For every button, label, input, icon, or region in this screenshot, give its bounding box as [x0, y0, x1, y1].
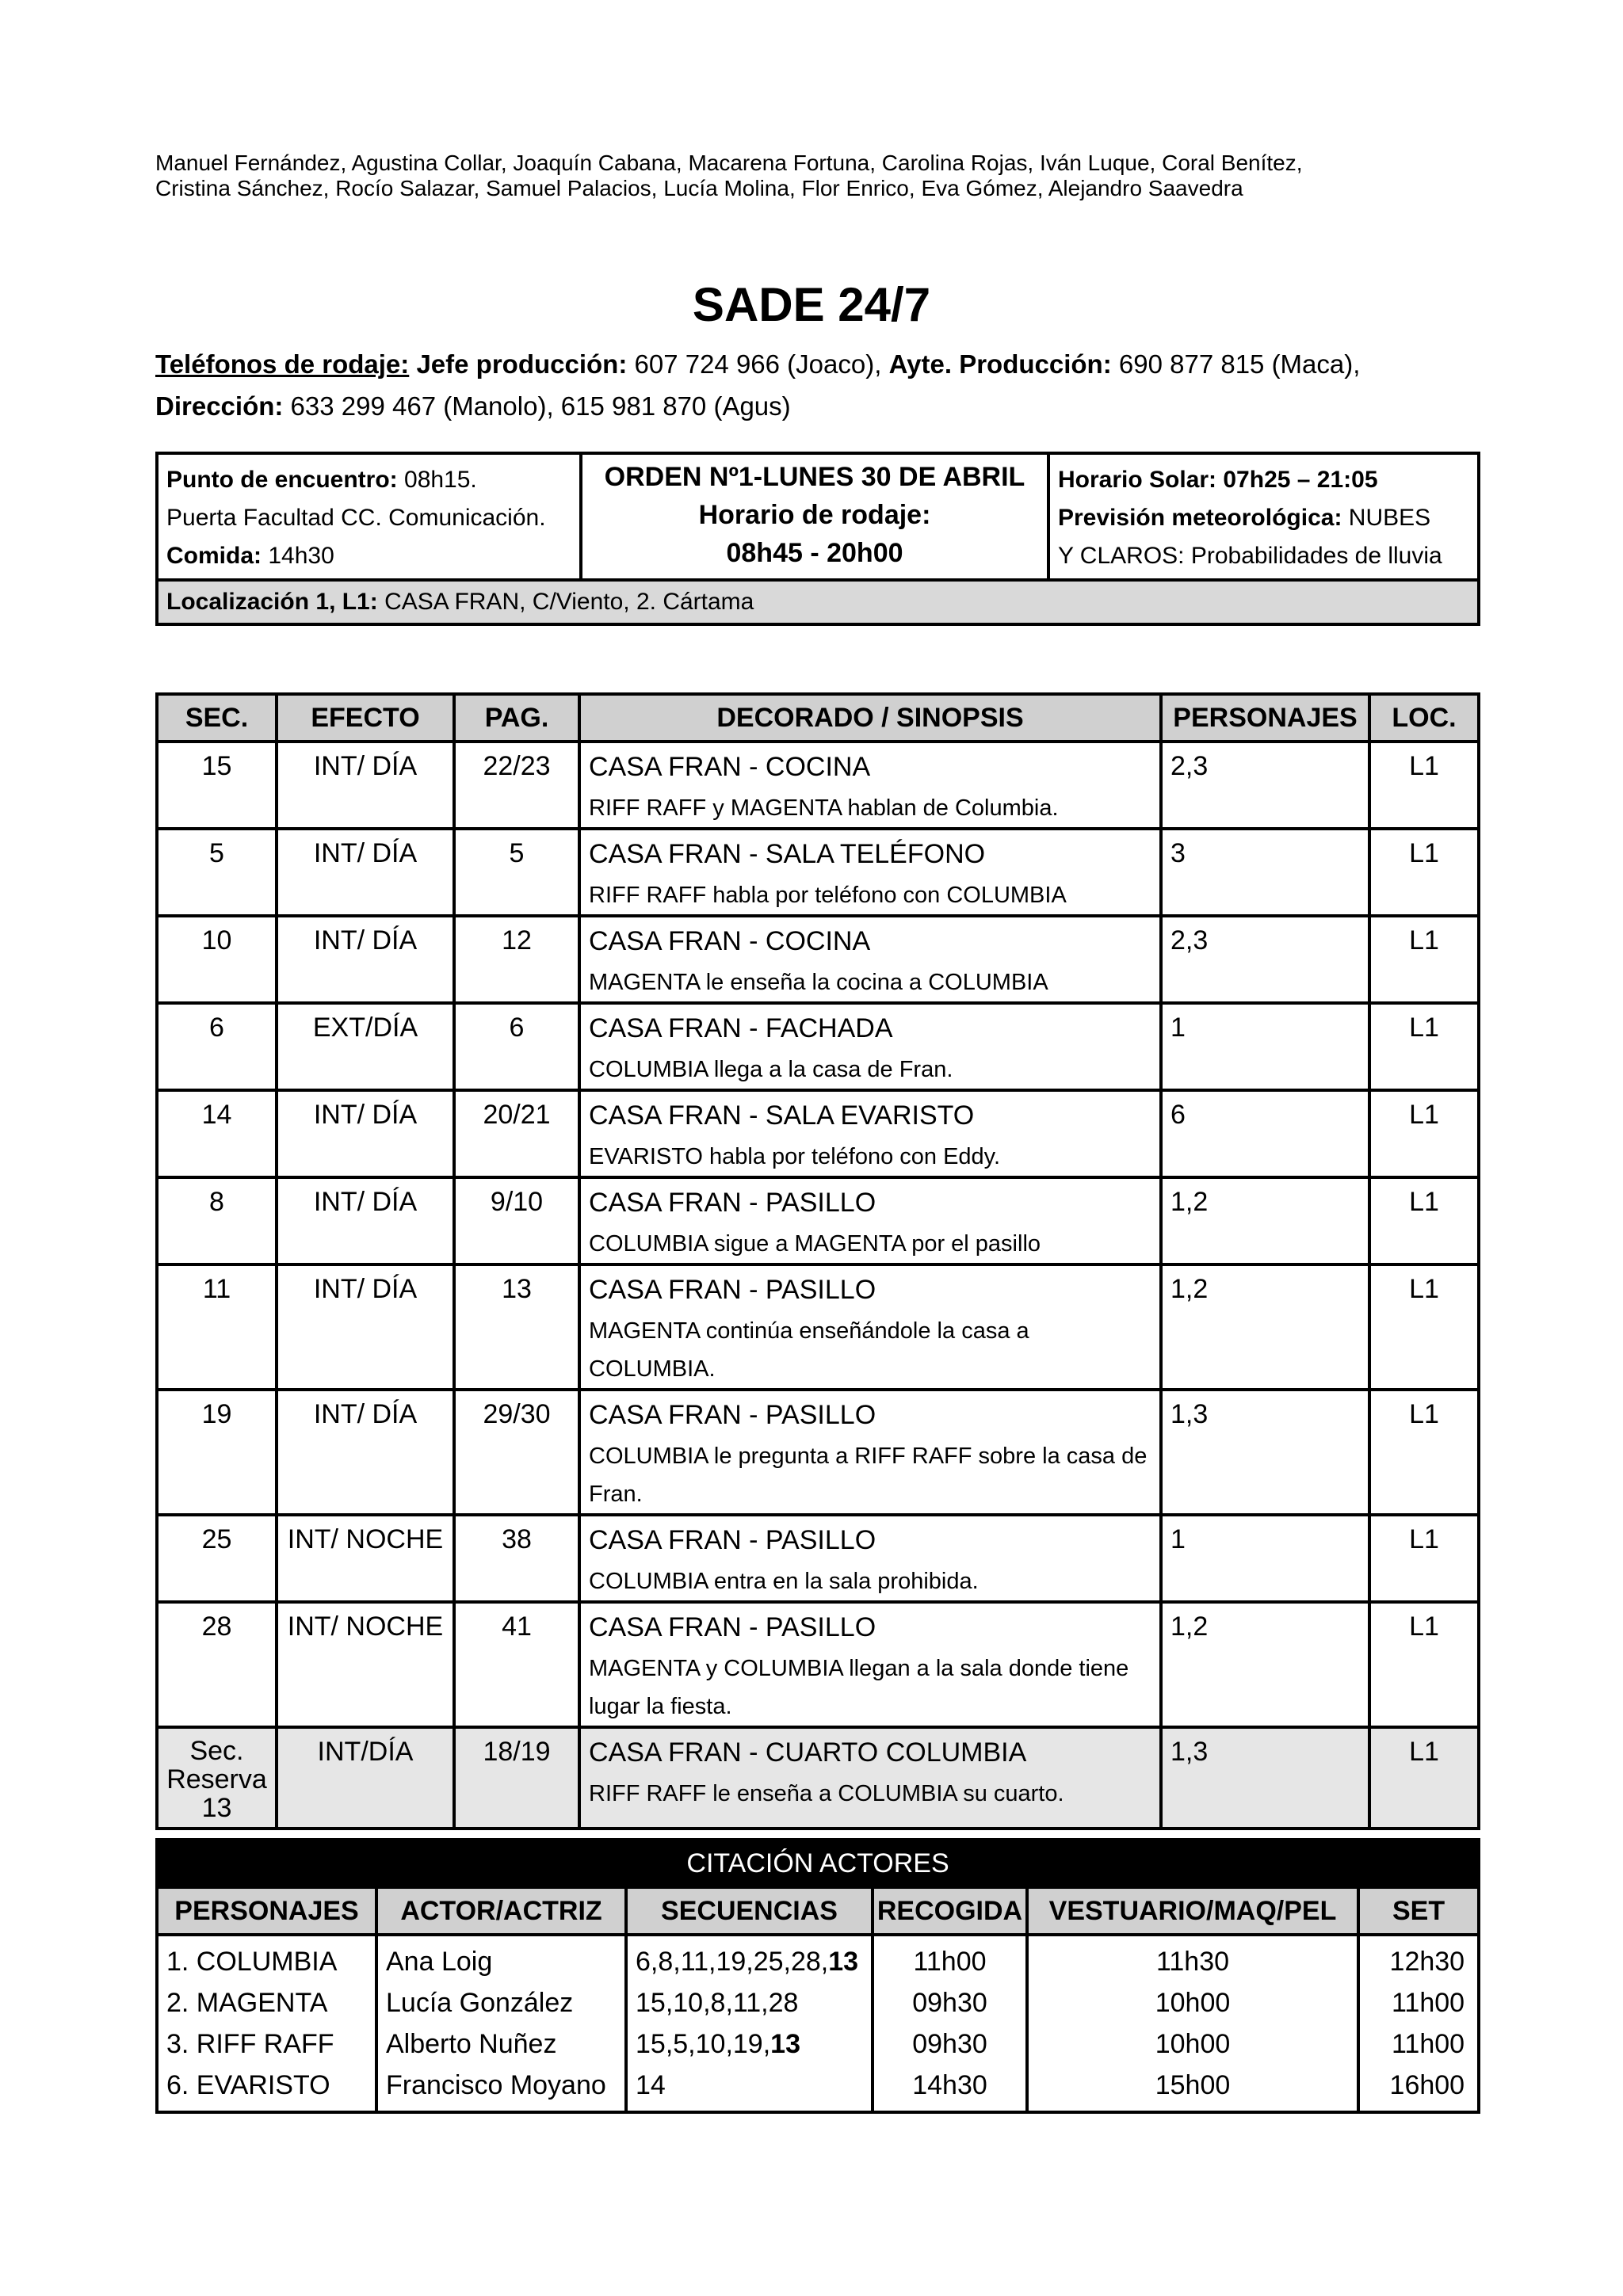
sec-cell: 25: [157, 1515, 277, 1602]
cast-actor: Ana Loig: [376, 1935, 626, 1982]
table-row: [157, 742, 1479, 829]
decorado-cell: [579, 1727, 1161, 1829]
decorado-cell: [579, 1515, 1161, 1602]
schedule-value: 08h45 - 20h00: [726, 538, 903, 568]
pag-cell: 20/21: [454, 1090, 579, 1177]
personajes-cell: 6: [1161, 1090, 1369, 1177]
loc-cell: L1: [1369, 1390, 1479, 1515]
decorado-title: CASA FRAN - SALA EVARISTO: [589, 1100, 975, 1131]
cast-secuencias-text: 14: [636, 2070, 666, 2100]
meeting-label: Punto de encuentro:: [166, 467, 398, 493]
decorado-title: CASA FRAN - PASILLO: [589, 1612, 876, 1642]
cast-secuencias: [626, 1982, 873, 2023]
table-row: [157, 1177, 1479, 1264]
sinopsis: RIFF RAFF le enseña a COLUMBIA su cuarto.: [589, 1781, 1064, 1806]
phone-line-1: [155, 343, 1503, 385]
cast-row: [157, 1982, 1479, 2023]
decorado-cell: [579, 1390, 1161, 1515]
personajes-cell: 1: [1161, 1515, 1369, 1602]
personajes-cell: 1,3: [1161, 1727, 1369, 1829]
direccion-value: 633 299 467 (Manolo), 615 981 870 (Agus): [283, 391, 791, 421]
decorado-cell: [579, 742, 1161, 829]
cast-set: 16h00: [1358, 2065, 1479, 2112]
reserve-sec-line-2: Reserva: [166, 1764, 267, 1794]
loc-cell: L1: [1369, 1090, 1479, 1177]
schedule-label: Horario de rodaje:: [698, 500, 931, 530]
cast-personaje: 6. EVARISTO: [157, 2065, 376, 2112]
sinopsis: COLUMBIA llega a la casa de Fran.: [589, 1057, 953, 1082]
efecto-cell: INT/ DÍA: [277, 829, 454, 916]
efecto-cell: INT/DÍA: [277, 1727, 454, 1829]
decorado-title: CASA FRAN - COCINA: [589, 752, 871, 782]
sec-cell: 19: [157, 1390, 277, 1515]
sinopsis: MAGENTA le enseña la cocina a COLUMBIA: [589, 970, 1048, 995]
cast-personaje: 3. RIFF RAFF: [157, 2023, 376, 2065]
meeting-time: 08h15.: [397, 467, 477, 493]
reserve-row: [157, 1727, 1479, 1829]
table-row: [157, 1003, 1479, 1090]
meeting-place: Puerta Facultad CC. Comunicación.: [166, 505, 546, 531]
location-label: Localización 1, L1:: [166, 589, 378, 615]
table-row: [157, 1390, 1479, 1515]
direccion-label: Dirección:: [155, 391, 284, 421]
personajes-cell: 1: [1161, 1003, 1369, 1090]
personajes-cell: 1,2: [1161, 1177, 1369, 1264]
sec-cell: 15: [157, 742, 277, 829]
table-row: [157, 1264, 1479, 1390]
cast-secuencias-text: 15,10,8,11,28: [636, 1988, 799, 2018]
efecto-cell: INT/ DÍA: [277, 1177, 454, 1264]
personajes-cell: 1,2: [1161, 1264, 1369, 1390]
cast-header-secuencias: SECUENCIAS: [626, 1887, 873, 1935]
pag-cell: 41: [454, 1602, 579, 1727]
phones-label: Teléfonos de rodaje:: [155, 349, 410, 379]
header-personajes: PERSONAJES: [1161, 694, 1369, 742]
ayte-value: 690 877 815 (Maca),: [1111, 349, 1361, 379]
scenes-table: [155, 692, 1480, 1830]
lunch-time: 14h30: [262, 543, 334, 569]
sinopsis: COLUMBIA le pregunta a RIFF RAFF sobre la casa de Fran.: [589, 1444, 1148, 1507]
crew-list: [155, 151, 1503, 201]
pag-cell: 5: [454, 829, 579, 916]
loc-cell: L1: [1369, 829, 1479, 916]
cast-title: CITACIÓN ACTORES: [157, 1840, 1479, 1887]
sinopsis: COLUMBIA entra en la sala prohibida.: [589, 1569, 979, 1594]
order-cell: [581, 453, 1048, 580]
cast-recogida: 09h30: [873, 2023, 1027, 2065]
decorado-cell: [579, 1264, 1161, 1390]
sec-cell: 6: [157, 1003, 277, 1090]
pag-cell: 29/30: [454, 1390, 579, 1515]
cast-header-actor: ACTOR/ACTRIZ: [376, 1887, 626, 1935]
sec-cell: 5: [157, 829, 277, 916]
reserve-sec-line-3: 13: [201, 1793, 232, 1823]
cast-actor: Alberto Nuñez: [376, 2023, 626, 2065]
cast-secuencias-bold: 13: [828, 1947, 859, 1977]
pag-cell: 38: [454, 1515, 579, 1602]
pag-cell: 12: [454, 916, 579, 1003]
decorado-cell: [579, 1003, 1161, 1090]
decorado-title: CASA FRAN - FACHADA: [589, 1013, 893, 1043]
cast-secuencias: [626, 2065, 873, 2112]
cast-set: 11h00: [1358, 1982, 1479, 2023]
personajes-cell: 3: [1161, 829, 1369, 916]
loc-cell: L1: [1369, 1177, 1479, 1264]
table-row: [157, 1090, 1479, 1177]
sinopsis: RIFF RAFF habla por teléfono con COLUMBIA: [589, 883, 1067, 908]
page-title: SADE 24/7: [692, 278, 931, 331]
sec-cell: 28: [157, 1602, 277, 1727]
reserve-sec-line-1: Sec.: [189, 1736, 244, 1766]
cast-vestuario: 10h00: [1027, 2023, 1358, 2065]
header-decorado: DECORADO / SINOPSIS: [579, 694, 1161, 742]
cast-header-personajes: PERSONAJES: [157, 1887, 376, 1935]
efecto-cell: INT/ DÍA: [277, 1090, 454, 1177]
crew-line-2: Cristina Sánchez, Rocío Salazar, Samuel Palacios, Lucía Molina, Flor Enrico, Eva Gómez, Alejandro Saavedra: [155, 176, 1243, 200]
phone-line-2: [155, 385, 1503, 427]
cast-secuencias: [626, 2023, 873, 2065]
meeting-cell: [157, 453, 581, 580]
sec-cell: 14: [157, 1090, 277, 1177]
decorado-title: CASA FRAN - CUARTO COLUMBIA: [589, 1737, 1027, 1768]
sec-cell: 8: [157, 1177, 277, 1264]
personajes-cell: 2,3: [1161, 916, 1369, 1003]
cast-vestuario: 10h00: [1027, 1982, 1358, 2023]
cast-secuencias: [626, 1935, 873, 1982]
jefe-value: 607 724 966 (Joaco),: [627, 349, 889, 379]
decorado-cell: [579, 1177, 1161, 1264]
cast-secuencias-text: 6,8,11,19,25,28,: [636, 1947, 829, 1977]
ayte-label: Ayte. Producción:: [888, 349, 1112, 379]
table-row: [157, 1602, 1479, 1727]
cast-recogida: 11h00: [873, 1935, 1027, 1982]
table-row: [157, 829, 1479, 916]
cast-header-vestuario: VESTUARIO/MAQ/PEL: [1027, 1887, 1358, 1935]
sinopsis: MAGENTA y COLUMBIA llegan a la sala donde tiene lugar la fiesta.: [589, 1656, 1129, 1719]
efecto-cell: INT/ DÍA: [277, 1264, 454, 1390]
loc-cell: L1: [1369, 742, 1479, 829]
header-efecto: EFECTO: [277, 694, 454, 742]
efecto-cell: INT/ DÍA: [277, 742, 454, 829]
efecto-cell: INT/ NOCHE: [277, 1515, 454, 1602]
order-title: ORDEN Nº1-LUNES 30 DE ABRIL: [604, 462, 1025, 492]
cast-row: [157, 2023, 1479, 2065]
header-pag: PAG.: [454, 694, 579, 742]
decorado-cell: [579, 1602, 1161, 1727]
table-row: [157, 1515, 1479, 1602]
pag-cell: 9/10: [454, 1177, 579, 1264]
pag-cell: 13: [454, 1264, 579, 1390]
cast-row: [157, 2065, 1479, 2112]
header-loc: LOC.: [1369, 694, 1479, 742]
loc-cell: L1: [1369, 1264, 1479, 1390]
cast-vestuario: 11h30: [1027, 1935, 1358, 1982]
decorado-title: CASA FRAN - PASILLO: [589, 1400, 876, 1430]
sinopsis: EVARISTO habla por teléfono con Eddy.: [589, 1144, 1001, 1169]
location-value: CASA FRAN, C/Viento, 2. Cártama: [377, 589, 754, 615]
jefe-label: Jefe producción:: [416, 349, 628, 379]
pag-cell: 6: [454, 1003, 579, 1090]
loc-cell: L1: [1369, 916, 1479, 1003]
decorado-cell: [579, 916, 1161, 1003]
cast-header-set: SET: [1358, 1887, 1479, 1935]
crew-line-1: Manuel Fernández, Agustina Collar, Joaquín Cabana, Macarena Fortuna, Carolina Rojas, Iván Luque, Coral Benítez,: [155, 151, 1303, 175]
cast-recogida: 14h30: [873, 2065, 1027, 2112]
decorado-title: CASA FRAN - PASILLO: [589, 1188, 876, 1218]
decorado-title: CASA FRAN - PASILLO: [589, 1525, 876, 1555]
forecast-label: Previsión meteorológica:: [1058, 505, 1342, 531]
cast-personaje: 2. MAGENTA: [157, 1982, 376, 2023]
info-table: [155, 452, 1480, 626]
phone-contacts: [155, 343, 1503, 427]
cast-row: [157, 1935, 1479, 1982]
decorado-title: CASA FRAN - PASILLO: [589, 1275, 876, 1305]
cast-personaje: 1. COLUMBIA: [157, 1935, 376, 1982]
cast-vestuario: 15h00: [1027, 2065, 1358, 2112]
decorado-title: CASA FRAN - COCINA: [589, 926, 871, 956]
cast-actor: Lucía González: [376, 1982, 626, 2023]
forecast-value: NUBES: [1342, 505, 1431, 531]
reserve-sec-cell: [157, 1727, 277, 1829]
sec-cell: 11: [157, 1264, 277, 1390]
sinopsis: RIFF RAFF y MAGENTA hablan de Columbia.: [589, 795, 1059, 821]
decorado-title: CASA FRAN - SALA TELÉFONO: [589, 839, 986, 869]
personajes-cell: 1,2: [1161, 1602, 1369, 1727]
table-row: [157, 916, 1479, 1003]
decorado-cell: [579, 1090, 1161, 1177]
loc-cell: L1: [1369, 1515, 1479, 1602]
forecast-value-2: Y CLAROS: Probabilidades de lluvia: [1058, 543, 1442, 569]
lunch-label: Comida:: [166, 543, 262, 569]
solar-label: Horario Solar: 07h25 – 21:05: [1058, 467, 1378, 493]
cast-table: [155, 1838, 1480, 2114]
loc-cell: L1: [1369, 1727, 1479, 1829]
loc-cell: L1: [1369, 1003, 1479, 1090]
weather-cell: [1048, 453, 1479, 580]
personajes-cell: 2,3: [1161, 742, 1369, 829]
header-sec: SEC.: [157, 694, 277, 742]
cast-actor: Francisco Moyano: [376, 2065, 626, 2112]
cast-header-recogida: RECOGIDA: [873, 1887, 1027, 1935]
sinopsis: COLUMBIA sigue a MAGENTA por el pasillo: [589, 1231, 1041, 1257]
cast-recogida: 09h30: [873, 1982, 1027, 2023]
personajes-cell: 1,3: [1161, 1390, 1369, 1515]
pag-cell: 22/23: [454, 742, 579, 829]
efecto-cell: INT/ NOCHE: [277, 1602, 454, 1727]
location-cell: [157, 580, 1479, 624]
efecto-cell: INT/ DÍA: [277, 916, 454, 1003]
sinopsis: MAGENTA continúa enseñándole la casa a COLUMBIA.: [589, 1318, 1029, 1382]
cast-secuencias-text: 15,5,10,19,: [636, 2029, 771, 2059]
cast-set: 12h30: [1358, 1935, 1479, 1982]
decorado-cell: [579, 829, 1161, 916]
sec-cell: 10: [157, 916, 277, 1003]
cast-secuencias-bold: 13: [770, 2029, 800, 2059]
cast-set: 11h00: [1358, 2023, 1479, 2065]
efecto-cell: EXT/DÍA: [277, 1003, 454, 1090]
pag-cell: 18/19: [454, 1727, 579, 1829]
efecto-cell: INT/ DÍA: [277, 1390, 454, 1515]
loc-cell: L1: [1369, 1602, 1479, 1727]
